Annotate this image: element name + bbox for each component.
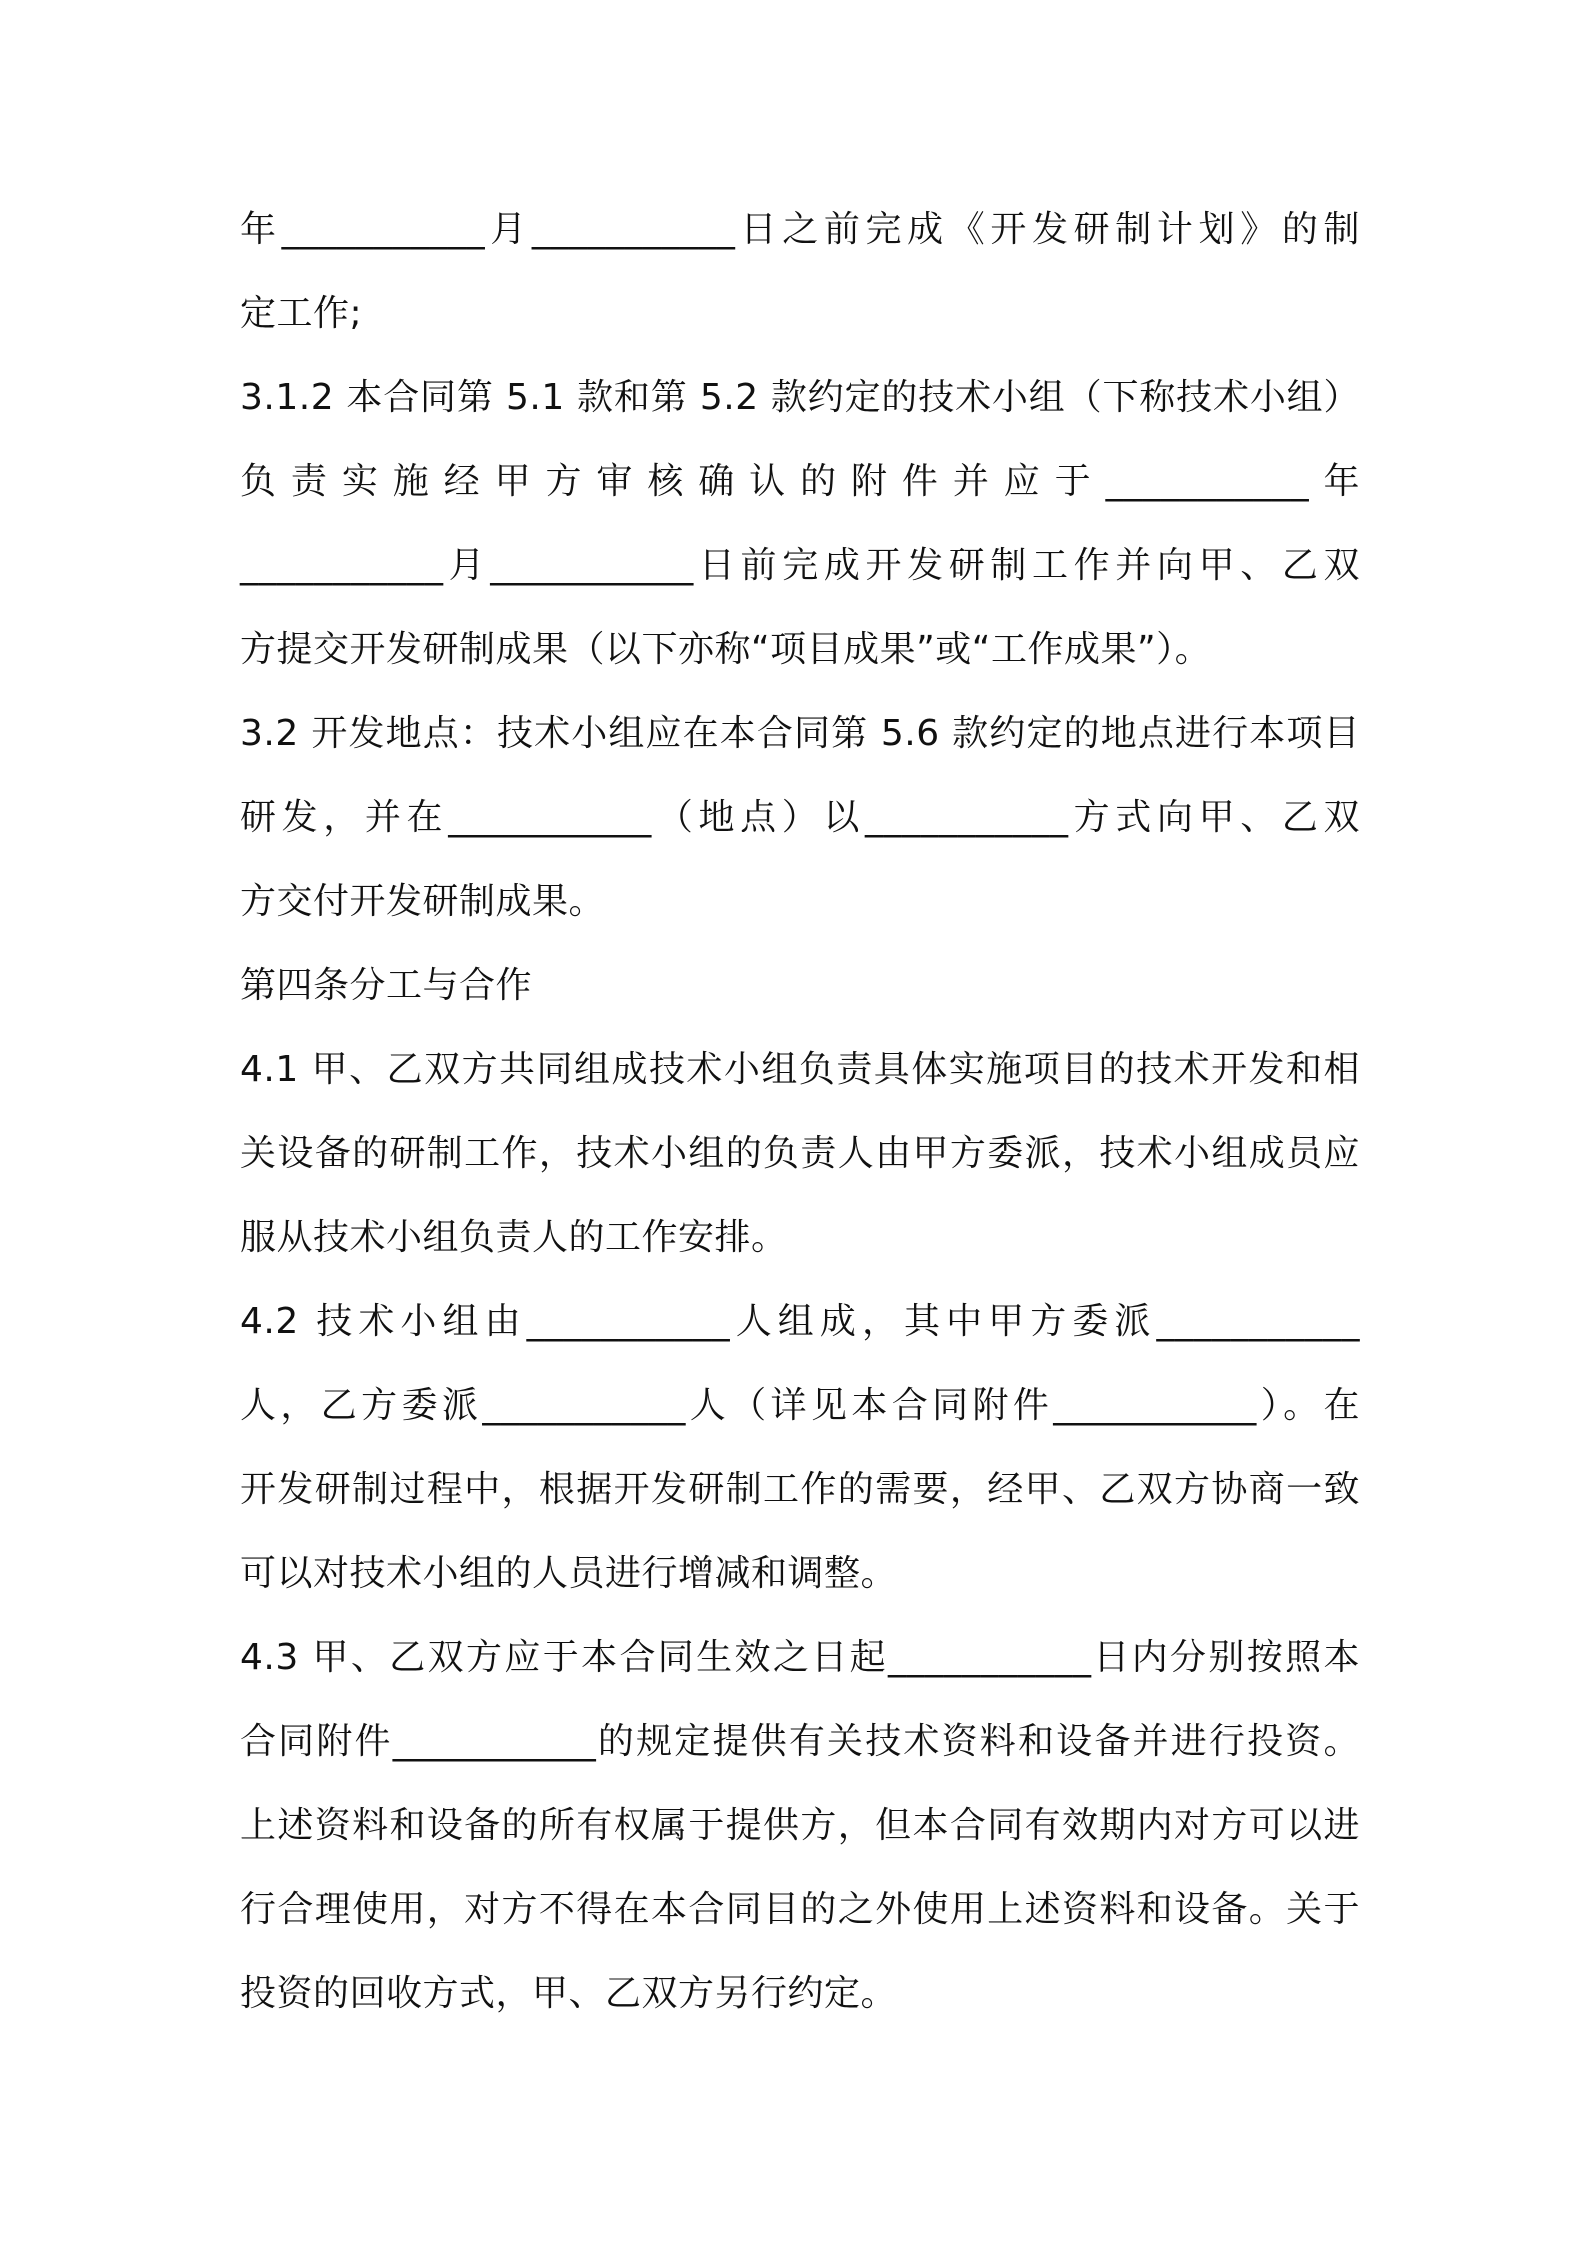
text-line: 4.3 甲、乙双方应于本合同生效之日起___________日内分别按照本 xyxy=(240,1637,1360,1678)
text-line: 年___________月___________日之前完成《开发研制计划》的制 xyxy=(240,209,1360,250)
text-line: 行合理使用，对方不得在本合同目的之外使用上述资料和设备。关于 xyxy=(240,1889,1360,1930)
text-line: 4.2 技术小组由___________人组成，其中甲方委派___________ xyxy=(240,1301,1360,1342)
text-line: 投资的回收方式，甲、乙双方另行约定。 xyxy=(240,1973,898,2014)
text-line: 定工作; xyxy=(240,293,363,334)
text-line: 关设备的研制工作，技术小组的负责人由甲方委派，技术小组成员应 xyxy=(240,1133,1360,1174)
text-line: 上述资料和设备的所有权属于提供方，但本合同有效期内对方可以进 xyxy=(240,1805,1360,1846)
text-line: 4.1 甲、乙双方共同组成技术小组负责具体实施项目的技术开发和相 xyxy=(240,1049,1360,1090)
text-line: 合同附件___________的规定提供有关技术资料和设备并进行投资。 xyxy=(240,1721,1360,1762)
text-line: 方提交开发研制成果（以下亦称“项目成果”或“工作成果”）。 xyxy=(240,629,1212,670)
text-line: 人，乙方委派___________人（详见本合同附件___________）。在 xyxy=(240,1385,1360,1426)
text-line: 负责实施经甲方审核确认的附件并应于___________年 xyxy=(240,461,1360,502)
text-line: 研发，并在___________（地点）以___________方式向甲、乙双 xyxy=(240,797,1360,838)
text-line: 3.2 开发地点：技术小组应在本合同第 5.6 款约定的地点进行本项目 xyxy=(240,713,1360,754)
text-line: 方交付开发研制成果。 xyxy=(240,881,606,922)
text-line: 开发研制过程中，根据开发研制工作的需要，经甲、乙双方协商一致 xyxy=(240,1469,1360,1510)
text-line: 可以对技术小组的人员进行增减和调整。 xyxy=(240,1553,898,1594)
text-line: 服从技术小组负责人的工作安排。 xyxy=(240,1217,788,1258)
text-line: ___________月___________日前完成开发研制工作并向甲、乙双 xyxy=(240,545,1360,586)
text-line: 3.1.2 本合同第 5.1 款和第 5.2 款约定的技术小组（下称技术小组） xyxy=(240,377,1360,418)
document-page xyxy=(240,0,1360,2244)
section-heading: 第四条分工与合作 xyxy=(240,965,533,1006)
